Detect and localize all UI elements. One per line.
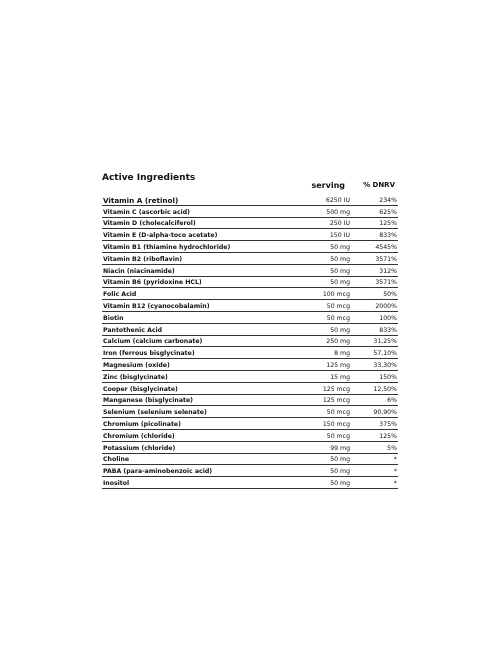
ingredient-name: Potassium (chloride) (103, 444, 176, 452)
ingredient-name: Magnesium (oxide) (103, 361, 170, 369)
ingredient-serving: 15 mg (330, 373, 350, 381)
ingredient-dnrv: 625% (379, 208, 397, 216)
table-row (0, 194, 496, 206)
ingredient-serving: 500 mg (326, 208, 350, 216)
ingredient-serving: 125 mg (326, 361, 350, 369)
ingredient-name: PABA (para-aminobenzoic acid) (103, 468, 213, 476)
table-row (0, 359, 496, 371)
ingredient-dnrv: 3571% (375, 279, 397, 287)
table-row (0, 371, 496, 383)
ingredient-dnrv: 125% (379, 432, 397, 440)
ingredient-rows (0, 194, 496, 489)
ingredient-serving: 6250 IU (325, 196, 350, 204)
ingredient-dnrv: 312% (379, 267, 397, 275)
ingredient-dnrv: 375% (379, 420, 397, 428)
table-row (0, 288, 496, 300)
ingredient-serving: 50 mg (330, 456, 350, 464)
table-row (0, 218, 496, 230)
ingredient-name: Manganese (bisglycinate) (103, 397, 193, 405)
ingredient-dnrv: 150% (379, 373, 397, 381)
ingredient-dnrv: 125% (379, 220, 397, 228)
ingredient-name: Selenium (selenium selenate) (103, 409, 207, 417)
ingredient-serving: 100 mcg (322, 291, 350, 299)
ingredient-dnrv: 31,25% (373, 338, 397, 346)
ingredient-serving: 50 mcg (326, 432, 350, 440)
ingredient-dnrv: * (393, 479, 397, 487)
ingredient-name: Vitamin A (retinol) (103, 195, 179, 205)
ingredient-serving: 50 mg (330, 479, 350, 487)
ingredient-name: Vitamin B2 (riboflavin) (103, 255, 183, 263)
table-row (0, 206, 496, 218)
ingredient-serving: 50 mcg (326, 314, 350, 322)
ingredient-name: Vitamin B6 (pyridoxine HCL) (103, 279, 202, 287)
table-row (0, 312, 496, 324)
ingredient-name: Chromium (picolinate) (103, 420, 181, 428)
ingredient-serving: 250 mg (326, 338, 350, 346)
table-row (0, 300, 496, 312)
ingredient-serving: 125 mcg (322, 397, 350, 405)
table-row (0, 477, 496, 489)
table-row (0, 465, 496, 477)
ingredient-dnrv: 57,10% (373, 350, 397, 358)
table-header (0, 173, 496, 195)
table-row (0, 442, 496, 454)
ingredient-name: Pantothenic Acid (103, 326, 163, 334)
ingredient-name: Iron (ferrous bisglycinate) (103, 350, 195, 358)
ingredient-dnrv: 5% (387, 444, 397, 452)
ingredient-name: Chromium (chloride) (103, 432, 175, 440)
ingredient-dnrv: * (393, 468, 397, 476)
ingredient-dnrv: 3571% (375, 255, 397, 263)
ingredient-serving: 8 mg (334, 350, 350, 358)
ingredient-name: Vitamin B1 (thiamine hydrochloride) (103, 243, 231, 251)
ingredient-serving: 50 mcg (326, 409, 350, 417)
row-divider (102, 488, 398, 489)
ingredient-dnrv: 4545% (375, 243, 397, 251)
table-title: Active Ingredients (102, 173, 196, 183)
ingredient-serving: 125 mcg (322, 385, 350, 393)
ingredient-name: Zinc (bisglycinate) (103, 373, 168, 381)
ingredient-serving: 50 mg (330, 255, 350, 263)
ingredient-serving: 50 mg (330, 468, 350, 476)
ingredient-dnrv: 833% (379, 232, 397, 240)
table-row (0, 347, 496, 359)
ingredient-dnrv: 50% (383, 291, 397, 299)
ingredient-serving: 50 mg (330, 279, 350, 287)
table-row (0, 265, 496, 277)
ingredient-dnrv: 90,90% (373, 409, 397, 417)
ingredient-serving: 50 mcg (326, 302, 350, 310)
table-row (0, 430, 496, 442)
ingredient-dnrv: 2000% (375, 302, 397, 310)
ingredient-serving: 150 IU (329, 232, 350, 240)
ingredient-name: Inositol (103, 479, 130, 487)
ingredient-name: Calcium (calcium carbonate) (103, 338, 203, 346)
ingredient-dnrv: 33,30% (373, 361, 397, 369)
ingredient-name: Vitamin B12 (cyanocobalamin) (103, 302, 210, 310)
table-row (0, 418, 496, 430)
ingredient-serving: 50 mg (330, 326, 350, 334)
ingredient-dnrv: * (393, 456, 397, 464)
ingredient-dnrv: 833% (379, 326, 397, 334)
table-row (0, 277, 496, 289)
dnrv-column-header: % DNRV (363, 181, 395, 189)
table-row (0, 336, 496, 348)
table-row (0, 406, 496, 418)
ingredient-serving: 250 IU (329, 220, 350, 228)
ingredients-table (0, 173, 496, 487)
table-row (0, 383, 496, 395)
ingredient-name: Vitamin D (cholecalciferol) (103, 220, 196, 228)
ingredient-name: Folic Acid (103, 291, 137, 299)
ingredient-name: Niacin (niacinamide) (103, 267, 175, 275)
ingredient-name: Vitamin C (ascorbic acid) (103, 208, 191, 216)
ingredient-name: Choline (103, 456, 130, 464)
ingredient-dnrv: 100% (379, 314, 397, 322)
ingredient-dnrv: 234% (379, 196, 397, 204)
ingredient-name: Cooper (bisglycinate) (103, 385, 178, 393)
ingredient-serving: 150 mcg (322, 420, 350, 428)
table-row (0, 454, 496, 466)
ingredient-name: Biotin (103, 314, 124, 322)
serving-column-header: serving (311, 181, 345, 190)
table-row (0, 241, 496, 253)
ingredient-serving: 50 mg (330, 243, 350, 251)
table-row (0, 324, 496, 336)
ingredient-serving: 50 mg (330, 267, 350, 275)
ingredient-dnrv: 12,50% (373, 385, 397, 393)
ingredient-dnrv: 6% (387, 397, 397, 405)
table-row (0, 253, 496, 265)
ingredient-name: Vitamin E (D-alpha-toco acetate) (103, 232, 218, 240)
table-row (0, 229, 496, 241)
table-row (0, 395, 496, 407)
ingredient-serving: 99 mg (330, 444, 350, 452)
